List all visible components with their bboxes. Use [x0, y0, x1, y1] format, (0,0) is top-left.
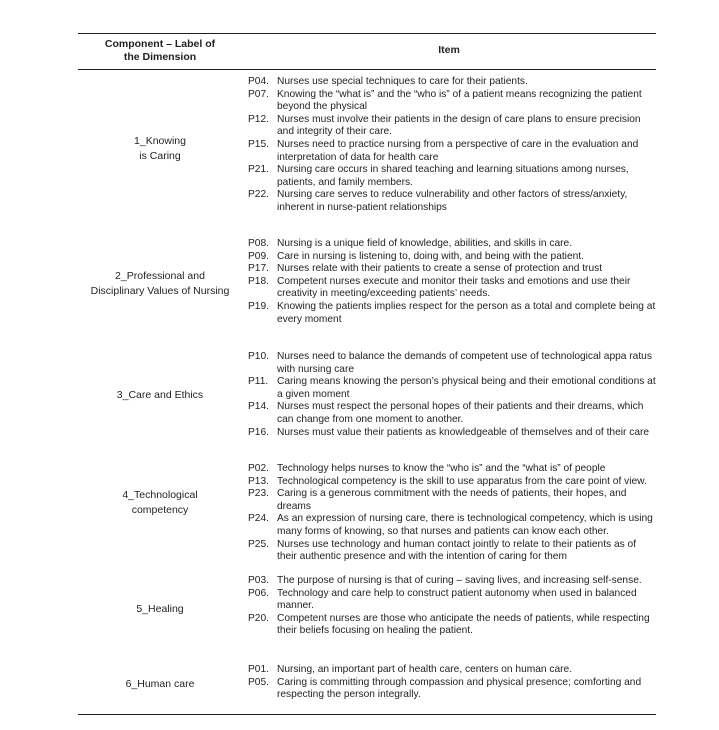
group-items — [248, 575, 656, 638]
list-item — [248, 613, 656, 638]
item-text: Nurses use technology and human contact jointly to relate to their patients as of their authentic presence and with the intention of caring for them — [277, 538, 637, 563]
item-code: P06. — [248, 587, 269, 599]
list-item — [248, 351, 656, 376]
item-code: P04. — [248, 76, 269, 87]
list-item — [248, 588, 656, 613]
item-text: Competent nurses are those who anticipate the needs of patients, while respecting their beliefs focusing on healing the patient. — [277, 612, 650, 637]
item-text: Caring is committing through compassion and physical presence; comforting and respecting the person integrally. — [277, 676, 642, 701]
header-component-line1: Component – Label of — [104, 38, 216, 50]
item-text: Nurses need to balance the demands of competent use of technological appa ratus with nursing care — [277, 351, 652, 375]
group-label — [78, 664, 242, 704]
header-item: Item — [438, 44, 460, 56]
top-rule — [78, 33, 656, 34]
item-code: P18. — [248, 275, 269, 287]
list-item — [248, 677, 656, 702]
header-component-line2: the Dimension — [123, 51, 197, 63]
item-code: P10. — [248, 351, 269, 362]
item-code: P11. — [248, 376, 269, 388]
group-label — [78, 238, 242, 330]
group-label — [78, 351, 242, 439]
group-label-line1: 1_Knowing — [134, 134, 186, 147]
group-healing — [78, 575, 656, 645]
item-code: P12. — [248, 113, 269, 125]
item-text: Nurses must involve their patients in the design of care plans to ensure precision and integrity of their care. — [277, 113, 641, 138]
group-label-line1: 4_Technological — [122, 489, 198, 501]
item-text: Nursing care occurs in shared teaching and learning situations among nurses, patients, and family members. — [277, 164, 629, 188]
list-item — [248, 238, 656, 251]
item-text: Caring means knowing the person’s physical being and their emotional conditions at a given moment — [277, 376, 656, 400]
item-code: P03. — [248, 575, 269, 586]
list-item — [248, 114, 656, 139]
list-item — [248, 76, 656, 89]
list-item — [248, 276, 656, 301]
item-code: P14. — [248, 401, 269, 413]
list-item — [248, 263, 656, 276]
group-professional-values — [78, 238, 656, 358]
group-items — [248, 664, 656, 702]
list-item — [248, 189, 656, 214]
group-items — [248, 463, 656, 564]
item-text: Technology helps nurses to know the “who is” and the “what is” of people — [277, 463, 606, 474]
group-knowing-is-caring — [78, 76, 656, 221]
item-code: P09. — [248, 250, 269, 262]
group-items — [248, 238, 656, 326]
item-code: P13. — [248, 475, 269, 487]
group-items — [248, 76, 656, 215]
group-care-and-ethics — [78, 351, 656, 451]
list-item — [248, 251, 656, 264]
list-item — [248, 89, 656, 114]
list-item — [248, 301, 656, 326]
item-code: P02. — [248, 463, 269, 474]
item-text: Nursing, an important part of health care, centers on human care. — [277, 664, 573, 675]
item-code: P17. — [248, 263, 269, 275]
item-code: P15. — [248, 138, 269, 150]
item-code: P19. — [248, 300, 269, 312]
list-item — [248, 539, 656, 564]
header-rule — [78, 69, 656, 70]
list-item — [248, 427, 656, 440]
group-label-line1: 2_Professional and — [115, 270, 205, 282]
item-code: P08. — [248, 238, 269, 249]
group-label-line1: 3_Care and Ethics — [116, 388, 204, 401]
item-code: P16. — [248, 426, 269, 438]
list-item — [248, 376, 656, 401]
list-item — [248, 488, 656, 513]
item-text: Nurses must respect the personal hopes of their patients and their dreams, which can change from one moment to another. — [277, 401, 644, 425]
item-text: Competent nurses execute and monitor their tasks and emotions and use their creativity in meeting/exceeding patients’ needs. — [277, 275, 631, 300]
item-text: Nursing is a unique field of knowledge, abilities, and skills in care. — [277, 238, 573, 249]
item-code: P24. — [248, 513, 269, 525]
group-label-line2: competency — [131, 504, 189, 516]
group-human-care — [78, 664, 656, 704]
group-items — [248, 351, 656, 439]
item-text: Nurses relate with their patients to create a sense of protection and trust — [277, 263, 603, 275]
list-item — [248, 664, 656, 677]
group-technological-competency — [78, 463, 656, 583]
item-text: As an expression of nursing care, there is technological competency, which is using many forms of knowing, so that nurses and patients can know each other. — [277, 513, 653, 537]
list-item — [248, 463, 656, 476]
item-text: Nurses must value their patients as knowledgeable of themselves and of their care — [277, 426, 650, 438]
list-item — [248, 476, 656, 489]
list-item — [248, 401, 656, 426]
group-label-line2: is Caring — [139, 149, 181, 162]
item-text: The purpose of nursing is that of curing – saving lives, and increasing self-sense. — [277, 575, 642, 586]
item-text: Care in nursing is listening to, doing with, and being with the patient. — [277, 250, 584, 262]
list-item — [248, 139, 656, 164]
header-component — [78, 38, 242, 64]
item-text: Caring is a generous commitment with the needs of patients, their hopes, and dreams — [277, 488, 627, 512]
group-label-line1: 5_Healing — [136, 602, 184, 615]
item-code: P25. — [248, 538, 269, 550]
group-label — [78, 463, 242, 543]
list-item — [248, 513, 656, 538]
item-code: P01. — [248, 664, 269, 675]
list-item — [248, 575, 656, 588]
item-text: Nursing care serves to reduce vulnerability and other factors of stress/anxiety, inherent in nurse-patient relationships — [277, 189, 628, 213]
list-item — [248, 164, 656, 189]
group-label-line1: 6_Human care — [125, 677, 195, 690]
group-label — [78, 575, 242, 643]
item-code: P21. — [248, 164, 269, 176]
item-code: P07. — [248, 88, 269, 100]
item-text: Knowing the “what is” and the “who is” of a patient means recognizing the patient beyond the physical — [277, 88, 642, 113]
item-code: P23. — [248, 488, 269, 500]
item-text: Technology and care help to construct patient autonomy when used in balanced manner. — [277, 587, 637, 612]
group-label-line2: Disciplinary Values of Nursing — [90, 285, 230, 297]
item-text: Nurses need to practice nursing from a perspective of care in the evaluation and interpretation of data for health care — [277, 138, 639, 163]
bottom-rule — [78, 714, 656, 715]
group-label — [78, 76, 242, 221]
item-code: P20. — [248, 612, 269, 624]
item-code: P05. — [248, 676, 269, 688]
item-text: Nurses use special techniques to care for their patients. — [277, 76, 528, 87]
item-text: Knowing the patients implies respect for the person as a total and complete being at every moment — [277, 300, 656, 325]
item-text: Technological competency is the skill to use apparatus from the care point of view. — [277, 475, 647, 487]
item-code: P22. — [248, 189, 269, 201]
